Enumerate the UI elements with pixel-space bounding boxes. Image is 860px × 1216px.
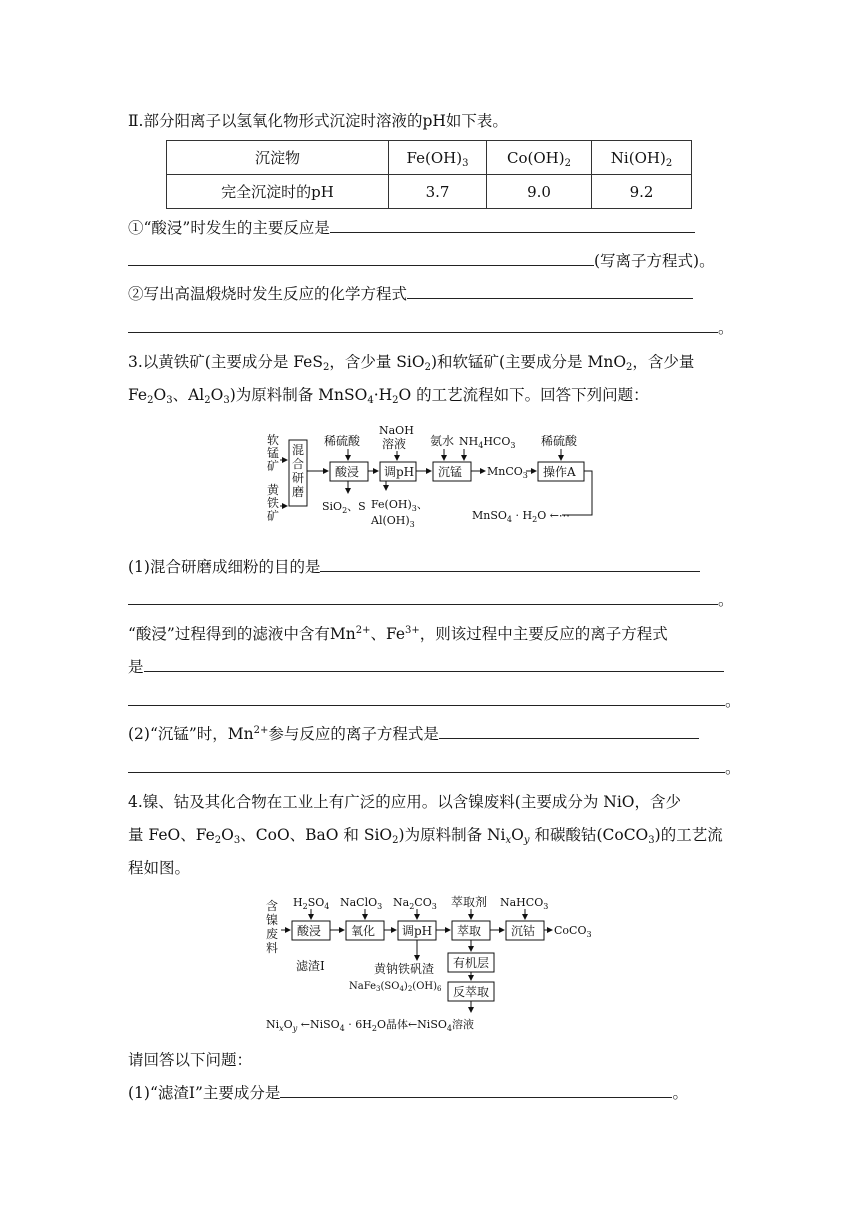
table-row bbox=[167, 175, 692, 209]
reagent-h2so4: $H_2SO_4$ bbox=[293, 896, 330, 911]
acid-leach-label: 酸浸 bbox=[297, 924, 322, 938]
question-line bbox=[128, 758, 741, 778]
question-text: (写离子方程式)。 bbox=[594, 252, 715, 270]
svg-text:矿: 矿 bbox=[267, 509, 280, 523]
adjust-ph-label: 调pH bbox=[384, 465, 415, 479]
reagent-nahco3: NaHCO$_3$ bbox=[500, 896, 549, 911]
svg-text:料: 料 bbox=[266, 941, 279, 955]
problem4-line2: 量 FeO、$Fe_2O_3$、CoO、BaO 和 SiO$_2$)为原料制备 $Ni_xO_y$ 和碳酸钴(CoCO$_3$)的工艺流 bbox=[128, 826, 723, 846]
reagent-nh4hco3: $NH_4HCO_3$ bbox=[459, 435, 516, 450]
acid-leach-label: 酸浸 bbox=[335, 465, 360, 479]
question-text: ①“酸浸”时发生的主要反应是 bbox=[128, 219, 330, 237]
period: 。 bbox=[672, 1084, 688, 1102]
reagent-na2co3: $Na_2CO_3$ bbox=[393, 896, 437, 911]
waste-al-oh3: $Al(OH)_3$ bbox=[371, 514, 415, 529]
reagent-naclo3: NaClO$_3$ bbox=[340, 896, 383, 911]
question-text: (1)混合研磨成细粉的目的是 bbox=[128, 558, 321, 576]
residue-1: 滤渣Ⅰ bbox=[296, 959, 325, 973]
question-line bbox=[128, 657, 724, 677]
label-pyrite bbox=[267, 483, 280, 523]
residue-jarosite-formula: $NaFe_3(SO_4)_2(OH)_6$ bbox=[349, 981, 442, 993]
section2-intro: Ⅱ.部分阳离子以氢氧化物形式沉淀时溶液的pH如下表。 bbox=[128, 112, 508, 130]
precipitate-mn-label: 沉锰 bbox=[438, 465, 463, 479]
residue-jarosite: 黄钠铁矾渣 bbox=[374, 962, 435, 976]
problem3-line2: $Fe_2O_3$、$Al_2O_3$)为原料制备 $MnSO_4\cdot H_2O$ 的工艺流程如下。回答下列问题： bbox=[128, 386, 649, 406]
bottom-chain: $Ni_xO_y$ ←NiSO$_4$ · $6H_2O$晶体←NiSO$_4$溶液 bbox=[266, 1018, 474, 1033]
period: 。 bbox=[725, 692, 741, 710]
problem4-line3: 程如图。 bbox=[128, 859, 191, 877]
period: 。 bbox=[725, 759, 741, 777]
question-line bbox=[128, 624, 668, 644]
question-text: (1)“滤渣Ⅰ”主要成分是 bbox=[128, 1084, 281, 1102]
question-text: 参与反应的离子方程式是 bbox=[268, 725, 439, 743]
question-line bbox=[128, 590, 734, 610]
reagent-dilute-h2so4: 稀硫酸 bbox=[324, 434, 361, 448]
answer-blank[interactable] bbox=[128, 590, 718, 605]
question-line bbox=[128, 318, 734, 338]
back-extraction-label: 反萃取 bbox=[453, 985, 490, 999]
answer-blank[interactable] bbox=[407, 284, 693, 299]
period: 。 bbox=[718, 591, 734, 609]
extraction-label: 萃取 bbox=[457, 924, 482, 938]
mix-grind-label bbox=[292, 443, 304, 499]
answer-blank[interactable] bbox=[144, 657, 724, 672]
coco3-label: CoCO$_3$ bbox=[554, 924, 592, 939]
label-nickel-waste bbox=[266, 899, 278, 955]
ph-table bbox=[166, 140, 692, 209]
question-text: ，则该过程中主要反应的离子方程式 bbox=[419, 625, 668, 643]
adjust-ph-label: 调pH bbox=[402, 924, 433, 938]
table-header-cell: $Ni(OH)_2$ bbox=[592, 141, 692, 175]
period: 。 bbox=[718, 319, 734, 337]
answer-blank[interactable] bbox=[128, 251, 594, 266]
waste-fe-oh3: $Fe(OH)_3$、 bbox=[371, 498, 428, 513]
question-line bbox=[128, 284, 693, 304]
label-soft-manganese bbox=[267, 433, 279, 473]
svg-text:铁: 铁 bbox=[267, 496, 280, 510]
svg-text:黄: 黄 bbox=[267, 483, 280, 497]
answer-blank[interactable] bbox=[330, 218, 695, 233]
superscript: 2+ bbox=[253, 725, 269, 736]
superscript: 2+ bbox=[355, 625, 371, 636]
table-row bbox=[167, 141, 692, 175]
flowchart-mnso4 bbox=[260, 420, 600, 532]
question-line bbox=[128, 724, 699, 744]
precipitate-co-label: 沉钴 bbox=[511, 924, 536, 938]
table-header-cell: $Fe(OH)_3$ bbox=[389, 141, 487, 175]
question-line bbox=[128, 691, 741, 711]
svg-text:废: 废 bbox=[266, 927, 279, 941]
question-text: 是 bbox=[128, 658, 144, 676]
answer-blank[interactable] bbox=[128, 318, 718, 333]
answer-blank[interactable] bbox=[320, 557, 700, 572]
svg-text:混: 混 bbox=[292, 443, 305, 457]
answer-blank[interactable] bbox=[128, 691, 725, 706]
svg-text:镍: 镍 bbox=[266, 913, 279, 927]
operation-a-label: 操作A bbox=[543, 465, 576, 479]
question-line bbox=[128, 1083, 688, 1103]
reagent-extractant: 萃取剂 bbox=[451, 895, 488, 909]
question-text: ②写出高温煅烧时发生反应的化学方程式 bbox=[128, 285, 408, 303]
reagent-naoh: NaOH bbox=[379, 424, 414, 437]
svg-text:软: 软 bbox=[267, 433, 280, 447]
answer-blank[interactable] bbox=[280, 1083, 672, 1098]
answer-blank[interactable] bbox=[439, 724, 699, 739]
question-text: (2)“沉锰”时，Mn bbox=[128, 725, 254, 743]
question-text: 、Fe bbox=[370, 625, 406, 643]
reagent-ammonia: 氨水 bbox=[430, 434, 455, 448]
problem4-prompt: 请回答以下问题： bbox=[128, 1051, 253, 1069]
svg-text:磨: 磨 bbox=[292, 485, 305, 499]
problem3-line1: 3.以黄铁矿(主要成分是 FeS$_2$，含少量 SiO$_2$)和软锰矿(主要成分是 MnO$_2$，含少量 bbox=[128, 353, 695, 373]
answer-blank[interactable] bbox=[128, 758, 725, 773]
svg-text:合: 合 bbox=[292, 457, 305, 471]
svg-text:含: 含 bbox=[266, 899, 279, 913]
problem4-line1: 4.镍、钴及其化合物在工业上有广泛的应用。以含镍废料(主要成分为 NiO，含少 bbox=[128, 793, 681, 811]
organic-layer-label: 有机层 bbox=[453, 956, 490, 970]
table-header-cell: $Co(OH)_2$ bbox=[487, 141, 592, 175]
flowchart-nickel bbox=[262, 888, 602, 1038]
table-cell: 9.0 bbox=[487, 175, 592, 209]
question-line bbox=[128, 251, 715, 271]
superscript: 3+ bbox=[405, 625, 420, 636]
reagent-dilute-h2so4-2: 稀硫酸 bbox=[541, 434, 578, 448]
svg-text:研: 研 bbox=[292, 471, 305, 485]
reagent-naoh-solution: 溶液 bbox=[382, 437, 407, 451]
question-line bbox=[128, 557, 700, 577]
oxidation-label: 氧化 bbox=[351, 924, 376, 938]
svg-text:矿: 矿 bbox=[267, 459, 280, 473]
table-header-cell: 沉淀物 bbox=[167, 141, 389, 175]
product-mnso4-h2o: MnSO$_4$ · $H_2O$ ←⋯ bbox=[472, 509, 570, 524]
table-cell: 3.7 bbox=[389, 175, 487, 209]
table-cell: 9.2 bbox=[592, 175, 692, 209]
waste-sio2-s: SiO$_2$、S bbox=[322, 500, 366, 515]
svg-text:锰: 锰 bbox=[267, 446, 280, 460]
table-row-label: 完全沉淀时的pH bbox=[167, 175, 389, 209]
mnco3-label: MnCO$_3$ bbox=[487, 465, 528, 480]
question-text: “酸浸”过程得到的滤液中含有Mn bbox=[128, 625, 356, 643]
question-line bbox=[128, 218, 695, 238]
